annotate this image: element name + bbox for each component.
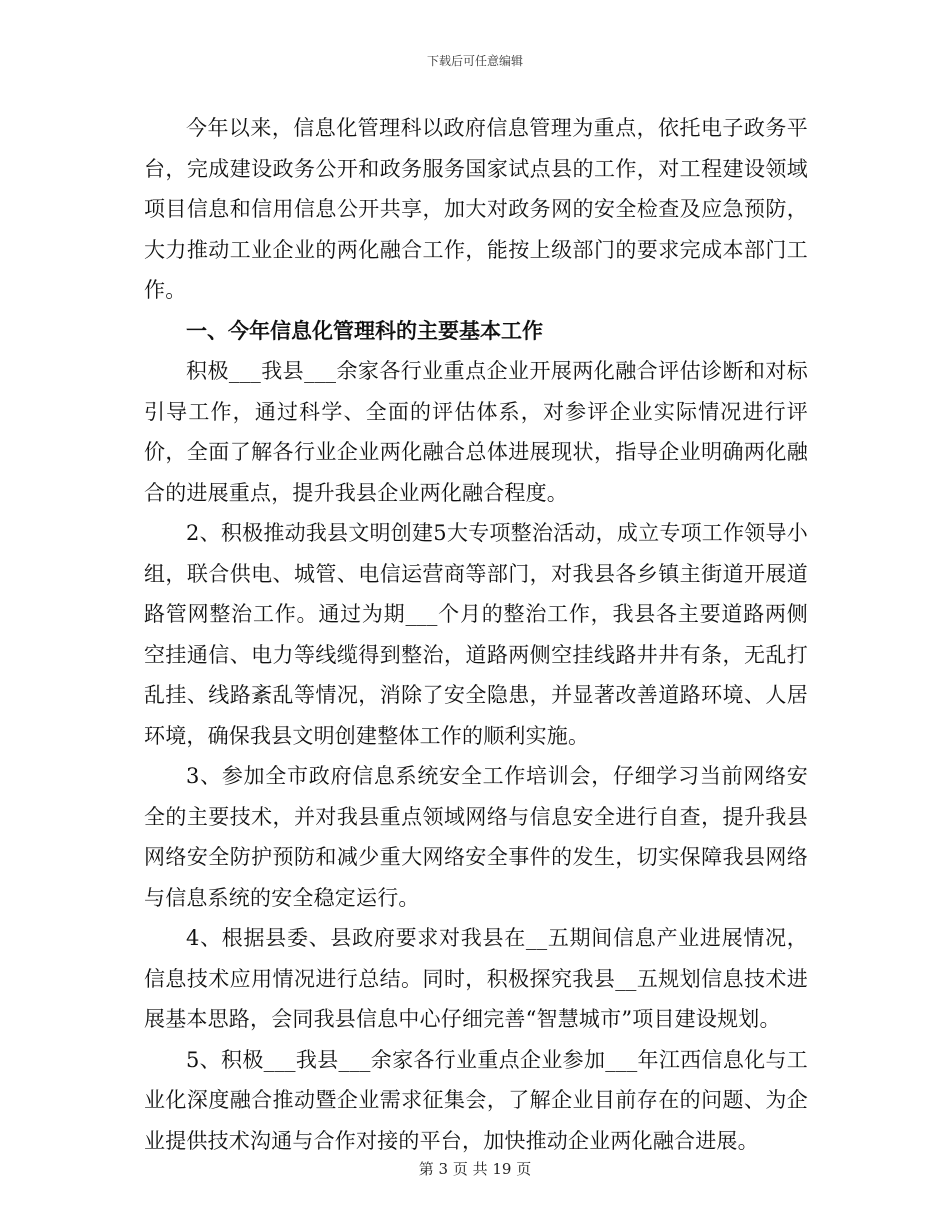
page-header: 下载后可任意编辑 bbox=[426, 54, 523, 68]
paragraph-2: 2、积极推动我县文明创建5大专项整治活动，成立专项工作领导小组，联合供电、城管、电信运营商等部门，对我县各乡镇主街道开展道路管网整治工作。通过为期___个月的整治工作，我县各主要道路两侧空挂通信、电力等线缆得到整治，道路两侧空挂线路井井有条，无乱打乱挂、线路紊乱等情况，消除了安全隐患，并显著改善道路环境、人居环境，确保我县文明创建整体工作的顺利实施。 bbox=[144, 521, 808, 748]
intro-paragraph: 今年以来，信息化管理科以政府信息管理为重点，依托电子政务平台，完成建设政务公开和政务服务国家试点县的工作，对工程建设领域项目信息和信用信息公开共享，加大对政务网的安全检查及应急预防，大力推动工业企业的两化融合工作，能按上级部门的要求完成本部门工作。 bbox=[144, 116, 808, 302]
paragraph-4: 4、根据县委、县政府要求对我县在__五期间信息产业进展情况，信息技术应用情况进行总结。同时，积极探究我县__五规划信息技术进展基本思路，会同我县信息中心仔细完善“智慧城市”项目建设规划。 bbox=[144, 926, 808, 1031]
paragraph-5: 5、积极___我县___余家各行业重点企业参加___年江西信息化与工业化深度融合推动暨企业需求征集会，了解企业目前存在的问题、为企业提供技术沟通与合作对接的平台，加快推动企业两化融合进展。 bbox=[144, 1047, 808, 1153]
document-body bbox=[144, 108, 808, 1161]
page-number-footer: 第 3 页 共 19 页 bbox=[418, 1160, 532, 1178]
paragraph-3: 3、参加全市政府信息系统安全工作培训会，仔细学习当前网络安全的主要技术，并对我县重点领域网络与信息安全进行自查，提升我县网络安全防护预防和减少重大网络安全事件的发生，切实保障我县网络与信息系统的安全稳定运行。 bbox=[144, 764, 808, 910]
paragraph-1: 积极___我县___余家各行业重点企业开展两化融合评估诊断和对标引导工作，通过科学、全面的评估体系，对参评企业实际情况进行评价，全面了解各行业企业两化融合总体进展现状，指导企业明确两化融合的进展重点，提升我县企业两化融合程度。 bbox=[144, 359, 808, 505]
section-heading: 一、今年信息化管理科的主要基本工作 bbox=[186, 317, 543, 343]
